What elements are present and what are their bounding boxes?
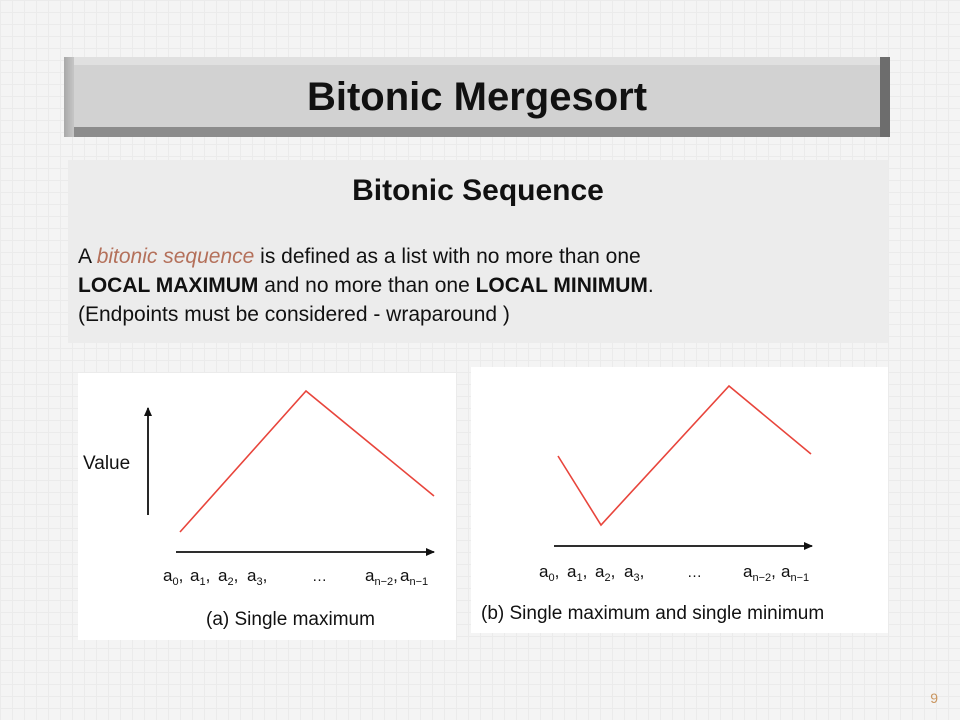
- tick-b-a0: $a_0$,: [539, 562, 560, 584]
- tick-b-a2: $a_2$,: [595, 562, 616, 584]
- tick-b-a3: $a_3$,: [624, 562, 645, 584]
- tick-b-an-2: $a_{n-2}$,: [743, 562, 776, 584]
- tick-an-1: $a_{n-1}$: [400, 566, 429, 588]
- banner-bevel-bottom: [64, 127, 890, 137]
- tick-ellipsis: …: [312, 568, 327, 585]
- title-face: [74, 65, 880, 127]
- local-maximum-term: LOCAL MAXIMUM: [78, 274, 259, 297]
- definition-part-2: is defined as a list with no more than one: [254, 245, 641, 268]
- figure-b-caption: (b) Single maximum and single minimum: [481, 603, 825, 624]
- slide-title: Bitonic Mergesort: [306, 74, 648, 119]
- bitonic-line-a: [180, 391, 434, 532]
- figure-a-svg: [78, 373, 456, 640]
- page-number: 9: [930, 690, 938, 706]
- slide-subtitle: Bitonic Sequence: [352, 174, 604, 207]
- tick-a0: $a_0$,: [163, 566, 184, 588]
- tick-an-2: $a_{n-2}$,: [365, 566, 398, 588]
- figure-b-panel: [471, 367, 888, 633]
- figure-a-caption: (a) Single maximum: [206, 609, 375, 630]
- tick-b-a1: $a_1$,: [567, 562, 588, 584]
- y-axis-label: Value: [83, 453, 131, 474]
- definition-text: [78, 242, 878, 329]
- content-box: [68, 160, 888, 343]
- tick-a1: $a_1$,: [190, 566, 211, 588]
- banner-bevel-right: [880, 57, 890, 137]
- tick-a2: $a_2$,: [218, 566, 239, 588]
- definition-part-4: .: [647, 274, 654, 297]
- figure-b-svg: [471, 367, 888, 633]
- tick-b-ellipsis: …: [687, 564, 702, 581]
- bitonic-line-b: [558, 386, 811, 525]
- definition-term: bitonic sequence: [96, 245, 255, 268]
- tick-a3: $a_3$,: [247, 566, 268, 588]
- x-tick-labels-a: [163, 566, 428, 588]
- definition-part-1: A: [78, 245, 97, 268]
- figure-a-panel: [78, 373, 456, 640]
- banner-bevel-left: [64, 57, 74, 137]
- tick-b-an-1: $a_{n-1}$: [781, 562, 810, 584]
- x-tick-labels-b: [539, 562, 809, 584]
- banner-bevel-top: [64, 57, 890, 65]
- definition-part-3: and no more than one: [258, 274, 476, 297]
- local-minimum-term: LOCAL MINIMUM: [475, 274, 648, 297]
- title-banner: [64, 57, 890, 137]
- definition-line-3: (Endpoints must be considered - wraparound ): [78, 303, 510, 326]
